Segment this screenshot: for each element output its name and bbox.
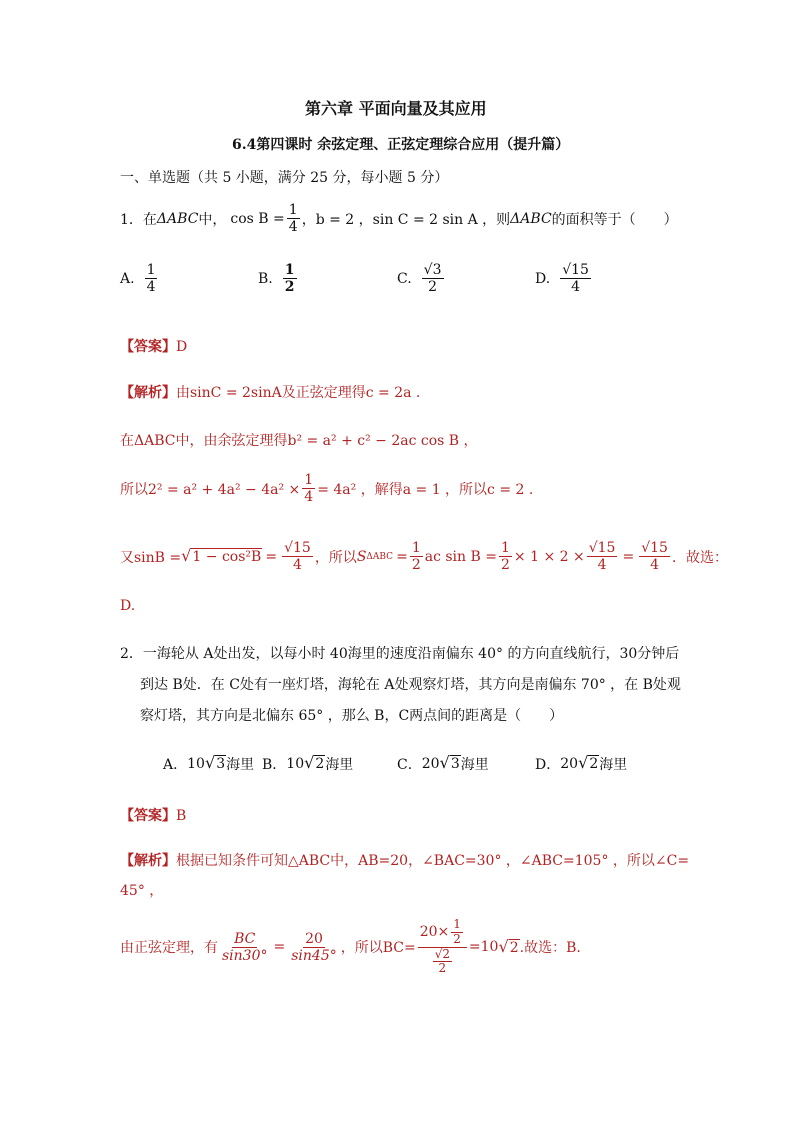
q1-prefix: 1．在: [120, 211, 157, 228]
q1-line3-num: 1: [304, 472, 314, 488]
q2-opt-b-coef: 10: [286, 756, 305, 772]
q1-cosb: cos B =: [230, 210, 285, 227]
q1-option-b[interactable]: [258, 262, 299, 295]
q2-analysis-line3: 由正弦定理，有 $\frac{BC}{\sin 30^\circ}$ = $\frac{20}{\sin 45^\circ}$ ，所以BC= 20× $\frac{1}{2}$ $\frac{√2}{2}$ =10 √ 2 .故选：B.: [120, 917, 581, 976]
q1-stem: [120, 202, 678, 235]
q1-line4-f1-num: √15: [284, 540, 311, 556]
q1-line4-h2-num: 1: [500, 540, 510, 556]
analysis-text: 根据已知条件可知△ABC中，AB=20，∠BAC=30° ，∠ABC=105° ，所以∠C=: [176, 853, 690, 869]
q2-opt-b-rad: 2: [315, 756, 325, 773]
q2-analysis-line2: 45° ，: [120, 883, 164, 899]
chapter-title: 第六章 平面向量及其应用: [305, 99, 487, 118]
q1-line4-eq: =: [265, 548, 278, 565]
q2-opt-d-coef: 20: [560, 756, 579, 772]
q2-opt-d-unit: 海里: [599, 757, 628, 773]
q2-option-d[interactable]: D． 20 √ 2 海里: [535, 753, 628, 773]
q1-mid: 中，: [198, 211, 227, 228]
q1-end: 的面积等于（ ）: [551, 211, 678, 228]
q2-half-num: 1: [453, 917, 461, 931]
q2-opt-d-letter: D．: [535, 757, 561, 773]
q1-answer: [120, 336, 187, 356]
analysis-label: 【解析】: [120, 853, 176, 869]
q1-frac-den: 4: [288, 219, 298, 236]
q1-frac-num: 1: [288, 202, 298, 218]
q2-stem-line2: 到达 B处．在 C处有一座灯塔，海轮在 A处观察灯塔，其方向是南偏东 70° ，在 B处观: [140, 677, 681, 693]
q1-line4-root: 1 − cos²B: [192, 549, 262, 566]
q1-line4-eq2: =: [622, 548, 635, 565]
q2-option-a[interactable]: A． 10 √ 3 海里: [163, 753, 255, 773]
q1-option-letter: A.: [120, 270, 135, 287]
q1-opt-b-den: 2: [284, 279, 295, 296]
lesson-title: 6.4第四课时 余弦定理、正弦定理综合应用（提升篇）: [232, 137, 570, 153]
answer-label: 【答案】: [120, 808, 176, 824]
q2-bot-den: 2: [438, 961, 447, 976]
q1-opt-d-num: √15: [562, 262, 589, 278]
q1-line4-h1-den: 2: [411, 557, 421, 574]
q2-opt-a-unit: 海里: [226, 757, 255, 773]
q1-analysis-line5: D.: [120, 598, 136, 614]
q1-line4-s: S: [356, 548, 367, 565]
q2-option-b[interactable]: B． 10 √ 2 海里: [262, 753, 354, 773]
q1-opt-a-den: 4: [146, 279, 156, 296]
q2-opt-c-coef: 20: [421, 756, 440, 772]
q2-opt-c-rad: 3: [450, 756, 460, 773]
q1-line4-h2-den: 2: [500, 557, 510, 574]
q1-opt-b-num: 1: [284, 262, 295, 278]
answer-value: B: [176, 808, 187, 824]
q1-analysis-line2: 在ΔABC中，由余弦定理得b² = a² + c² − 2ac cos B ，: [120, 433, 478, 449]
q1-option-letter: C.: [397, 270, 412, 287]
q1-analysis-line4: [120, 540, 728, 573]
q2-opt-b-unit: 海里: [325, 757, 354, 773]
q2-so-bc: ，所以BC=: [340, 940, 416, 957]
q2-opt-d-rad: 2: [589, 756, 599, 773]
q1-line4-f1-den: 4: [292, 557, 302, 574]
q2-sin45: sin45°: [291, 947, 337, 964]
analysis-text: 由sinC = 2sinA及正弦定理得c = 2a .: [176, 385, 421, 401]
q2-stem-line1: 2．一海轮从 A处出发，以每小时 40海里的速度沿南偏东 40° 的方向直线航行，30分钟后: [120, 646, 680, 662]
q1-option-letter: D.: [535, 270, 551, 287]
q1-option-c[interactable]: [397, 262, 446, 295]
q2-result-rad: 2: [509, 939, 519, 956]
q1-line4-f3-den: 4: [650, 557, 660, 574]
analysis-label: 【解析】: [120, 385, 176, 401]
q1-opt-c-num: √3: [423, 262, 442, 278]
q2-tail: .故选：B.: [519, 940, 581, 957]
q2-opt-a-rad: 3: [216, 756, 226, 773]
q2-bc: BC: [234, 930, 256, 947]
answer-value: D: [176, 339, 188, 355]
q1-frac: [287, 202, 300, 235]
q2-line3-prefix: 由正弦定理，有: [120, 940, 218, 957]
q1-line4-h1-num: 1: [411, 540, 421, 556]
q2-answer: [120, 805, 186, 825]
q2-result: =10: [468, 939, 499, 956]
q2-opt-a-letter: A．: [163, 757, 188, 773]
q1-triangle: ΔABC: [156, 210, 199, 227]
q1-cond: ，b = 2 ，sin C = 2 sin A ，则: [301, 211, 511, 228]
q2-twenty: 20: [305, 930, 323, 947]
q1-triangle2: ΔABC: [510, 210, 552, 227]
sqrt: √ 1 − cos²B: [181, 546, 262, 566]
q1-option-letter: B.: [258, 270, 273, 287]
q1-line4-half: ac sin B =: [424, 548, 497, 565]
q2-opt-b-letter: B．: [262, 757, 287, 773]
q2-big-frac: [418, 918, 467, 976]
q1-line4-sub: ΔABC: [366, 551, 394, 562]
q2-big-top: 20×: [419, 924, 450, 941]
q1-opt-c-den: 2: [428, 279, 438, 296]
q1-analysis-line3: [120, 472, 533, 505]
q2-analysis-line1: [120, 850, 689, 870]
q2-opt-c-letter: C．: [397, 757, 422, 773]
q1-opt-d-den: 4: [571, 279, 581, 296]
section-heading: 一、单选题（共 5 小题，满分 25 分，每小题 5 分）: [120, 170, 449, 186]
q1-option-a[interactable]: [120, 262, 159, 295]
q2-stem-line3: 察灯塔，其方向是北偏东 65° ，那么 B，C两点间的距离是（ ）: [140, 708, 564, 724]
q1-line4-rest: =: [396, 548, 408, 565]
q1-line4-f2-num: √15: [588, 540, 616, 556]
q1-analysis-line1: [120, 382, 420, 402]
q2-sin30: sin30°: [222, 947, 268, 964]
q2-opt-c-unit: 海里: [460, 757, 489, 773]
answer-label: 【答案】: [120, 339, 176, 355]
q1-line4-mul: × 1 × 2 ×: [513, 548, 585, 565]
q1-line3-den: 4: [304, 489, 314, 506]
q1-line4-end: ．故选：: [671, 549, 728, 566]
q2-option-c[interactable]: C． 20 √ 3 海里: [397, 753, 489, 773]
q2-half-den: 2: [453, 931, 461, 946]
q1-line4-prefix: 又sinB =: [120, 549, 182, 566]
q1-line3a: 所以2² = a² + 4a² − 4a² ×: [120, 481, 301, 498]
q1-option-d[interactable]: [535, 262, 593, 295]
q1-line4-f3-num: √15: [641, 540, 668, 556]
q1-line4-so: ，所以: [314, 549, 357, 566]
q2-bot-num: √2: [434, 946, 450, 961]
q1-opt-a-num: 1: [146, 262, 156, 278]
q1-line3b: = 4a² ，解得a = 1 ，所以c = 2 .: [317, 481, 534, 498]
q2-opt-a-coef: 10: [187, 756, 205, 772]
q1-line4-f2-den: 4: [597, 557, 607, 574]
